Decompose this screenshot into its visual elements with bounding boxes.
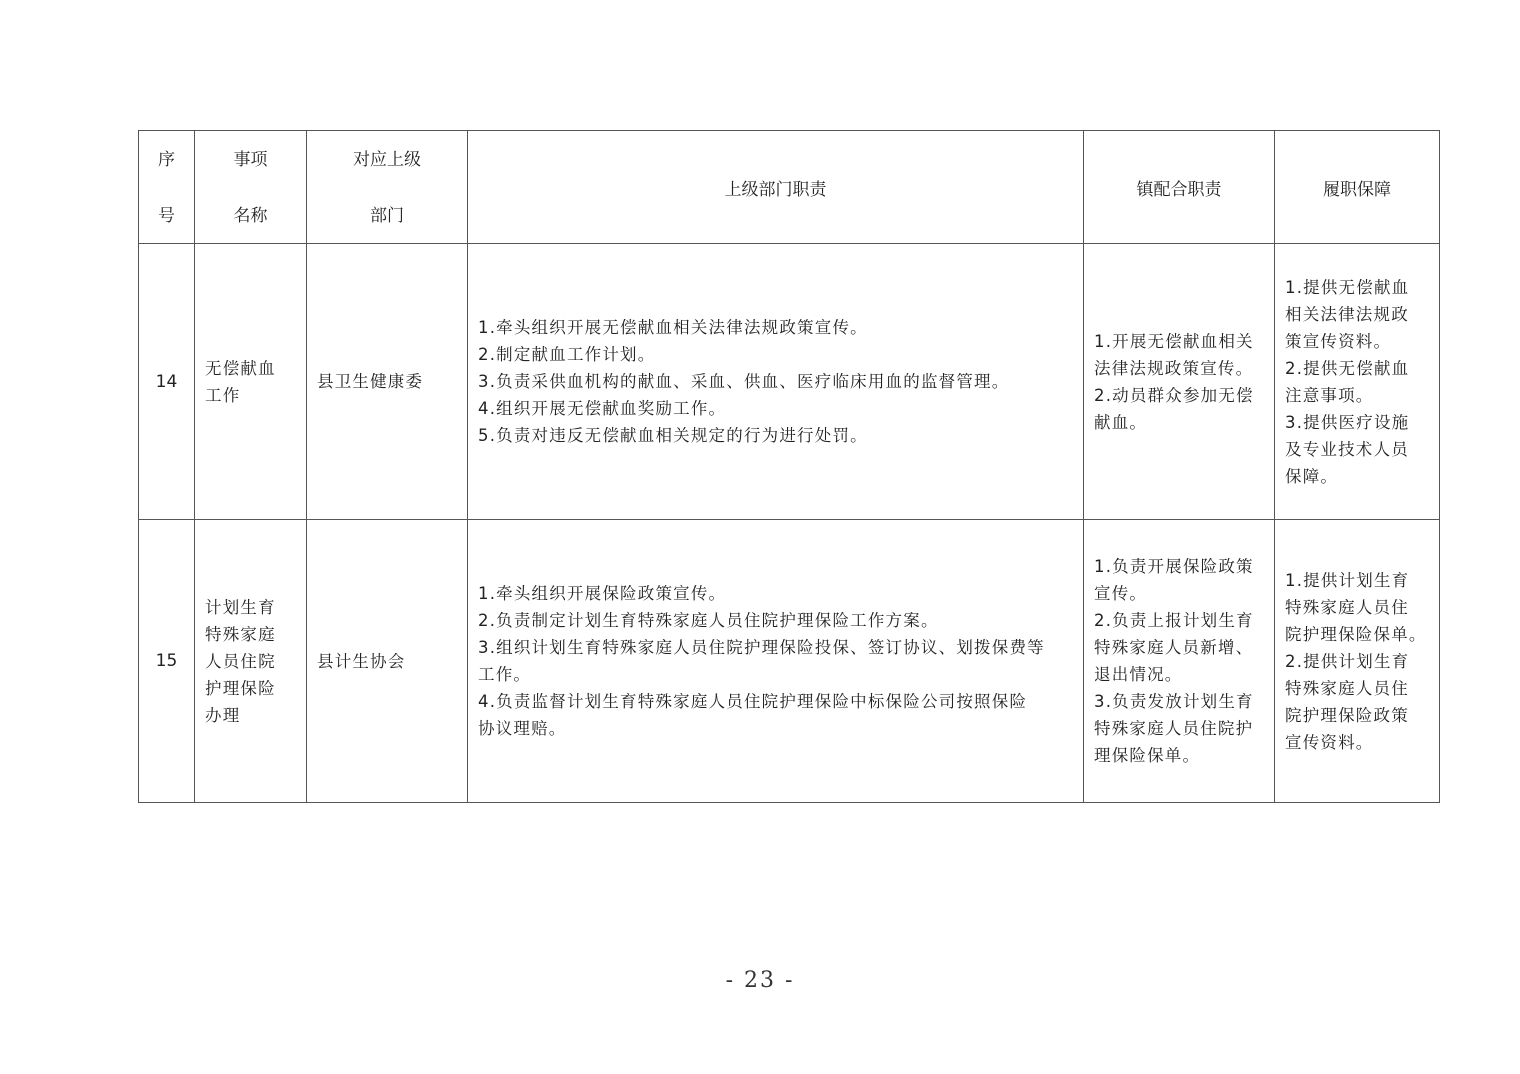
table-row (139, 244, 1440, 520)
row-guarantee: 1.提供无偿献血 相关法律法规政 策宣传资料。 2.提供无偿献血 注意事项。 3.提供医疗设施 及专业技术人员 保障。 (1275, 244, 1440, 520)
header-seq: 序 号 (139, 131, 195, 244)
row-item-name: 无偿献血 工作 (195, 244, 307, 520)
table-row (139, 520, 1440, 803)
row-upper-dept: 县卫生健康委 (307, 244, 468, 520)
row-upper-duty: 1.牵头组织开展保险政策宣传。 2.负责制定计划生育特殊家庭人员住院护理保险工作方案。 3.组织计划生育特殊家庭人员住院护理保险投保、签订协议、划拨保费等 工作。 4.负责监督计划生育特殊家庭人员住院护理保险中标保险公司按照保险 协议理赔。 (468, 520, 1084, 803)
row-upper-duty: 1.牵头组织开展无偿献血相关法律法规政策宣传。 2.制定献血工作计划。 3.负责采供血机构的献血、采血、供血、医疗临床用血的监督管理。 4.组织开展无偿献血奖励工作。 5.负责对违反无偿献血相关规定的行为进行处罚。 (468, 244, 1084, 520)
header-upper-duty: 上级部门职责 (468, 131, 1084, 244)
duty-table (138, 130, 1440, 803)
page-number: - 23 - (725, 968, 795, 993)
header-upper-dept: 对应上级 部门 (307, 131, 468, 244)
header-item-name: 事项 名称 (195, 131, 307, 244)
row-town-duty: 1.开展无偿献血相关 法律法规政策宣传。 2.动员群众参加无偿 献血。 (1084, 244, 1275, 520)
row-town-duty: 1.负责开展保险政策 宣传。 2.负责上报计划生育 特殊家庭人员新增、 退出情况。 3.负责发放计划生育 特殊家庭人员住院护 理保险保单。 (1084, 520, 1275, 803)
row-seq: 14 (139, 244, 195, 520)
row-seq: 15 (139, 520, 195, 803)
header-guarantee: 履职保障 (1275, 131, 1440, 244)
header-town-duty: 镇配合职责 (1084, 131, 1275, 244)
row-guarantee: 1.提供计划生育 特殊家庭人员住 院护理保险保单。 2.提供计划生育 特殊家庭人员住 院护理保险政策 宣传资料。 (1275, 520, 1440, 803)
row-upper-dept: 县计生协会 (307, 520, 468, 803)
header-row (139, 131, 1440, 244)
row-item-name: 计划生育 特殊家庭 人员住院 护理保险 办理 (195, 520, 307, 803)
